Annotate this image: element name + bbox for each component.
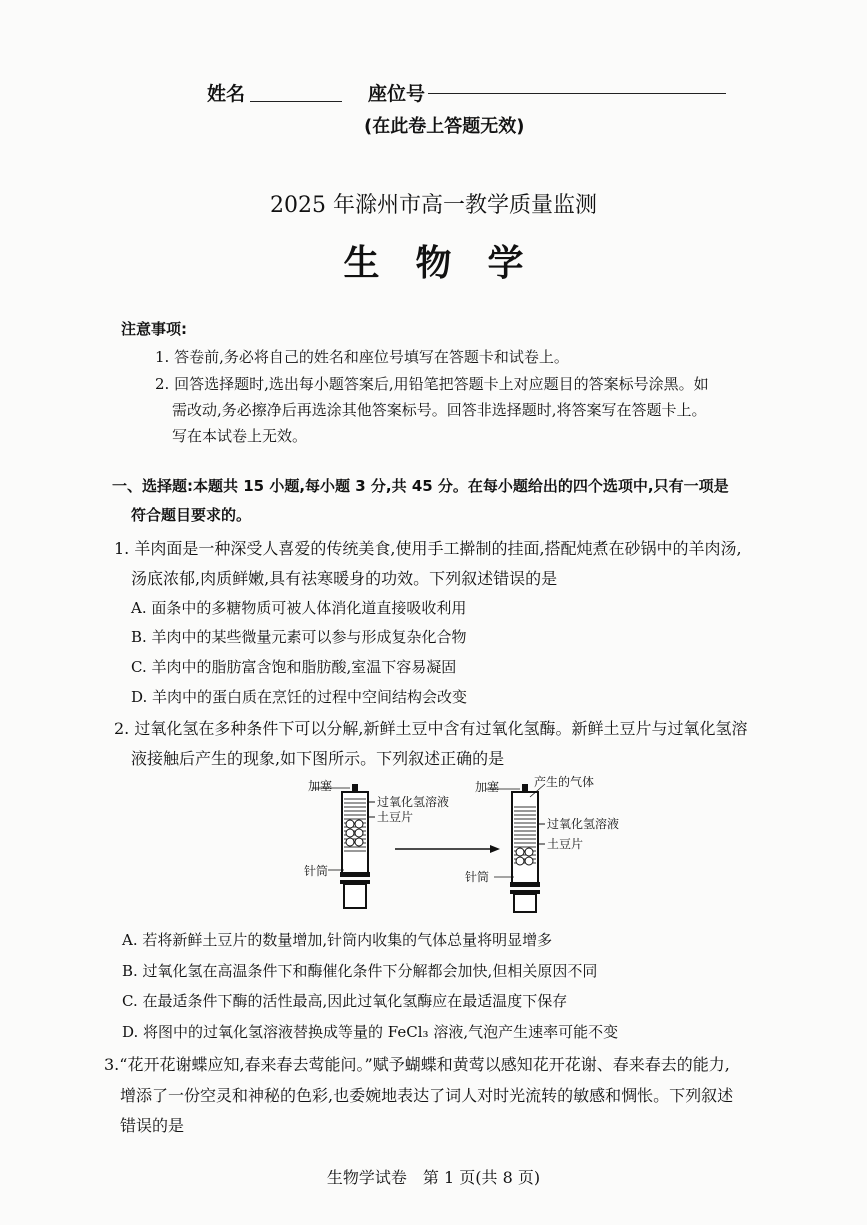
left-stopper-label: 加塞 bbox=[308, 779, 333, 793]
name-blank-line bbox=[250, 101, 342, 102]
notice-item: 写在本试卷上无效。 bbox=[172, 427, 308, 445]
notice-heading: 注意事项: bbox=[121, 320, 187, 338]
left-syringe-label: 针筒 bbox=[304, 864, 329, 878]
left-potato-label: 土豆片 bbox=[377, 810, 414, 824]
q2-stem-cont: 液接触后产生的现象,如下图所示。下列叙述正确的是 bbox=[131, 749, 505, 768]
notice-item: 2. 回答选择题时,选出每小题答案后,用铅笔把答题卡上对应题目的答案标号涂黑。如 bbox=[155, 375, 709, 393]
name-label: 姓名 bbox=[207, 83, 246, 105]
q1-stem: 1. 羊肉面是一种深受人喜爱的传统美食,使用手工擀制的挂面,搭配炖煮在砂锅中的羊肉汤, bbox=[114, 539, 742, 558]
q2-option-d: D. 将图中的过氧化氢溶液替换成等量的 FeCl₃ 溶液,气泡产生速率可能不变 bbox=[122, 1023, 619, 1041]
q2-option-b: B. 过氧化氢在高温条件下和酶催化条件下分解都会加快,但相关原因不同 bbox=[122, 962, 598, 980]
q1-option-b: B. 羊肉中的某些微量元素可以参与形成复杂化合物 bbox=[131, 628, 467, 646]
q3-stem: 3.“花开花谢蝶应知,春来春去莺能问。”赋予蝴蝶和黄莺以感知花开花谢、春来春去的能力, bbox=[104, 1055, 730, 1074]
q1-option-a: A. 面条中的多糖物质可被人体消化道直接吸收利用 bbox=[131, 599, 467, 617]
q1-option-c: C. 羊肉中的脂肪富含饱和脂肪酸,室温下容易凝固 bbox=[131, 658, 457, 676]
right-syringe-label: 针筒 bbox=[465, 870, 490, 884]
left-solution-label: 过氧化氢溶液 bbox=[377, 795, 450, 809]
q3-stem-cont: 错误的是 bbox=[120, 1116, 185, 1135]
seat-blank-line bbox=[428, 93, 726, 94]
invalid-note: (在此卷上答题无效) bbox=[364, 116, 525, 137]
syringe-figure bbox=[300, 772, 660, 922]
q1-option-d: D. 羊肉中的蛋白质在烹饪的过程中空间结构会改变 bbox=[131, 688, 468, 706]
q2-stem: 2. 过氧化氢在多种条件下可以分解,新鲜土豆中含有过氧化氢酶。新鲜土豆片与过氧化氢溶 bbox=[114, 719, 748, 738]
section-heading-cont: 符合题目要求的。 bbox=[131, 506, 252, 524]
q2-option-c: C. 在最适条件下酶的活性最高,因此过氧化氢酶应在最适温度下保存 bbox=[122, 992, 568, 1010]
right-solution-label: 过氧化氢溶液 bbox=[547, 817, 620, 831]
exam-title: 2025 年滁州市高一教学质量监测 bbox=[270, 193, 597, 218]
right-potato-label: 土豆片 bbox=[547, 837, 584, 851]
q1-stem-cont: 汤底浓郁,肉质鲜嫩,具有祛寒暖身的功效。下列叙述错误的是 bbox=[131, 569, 558, 588]
q3-stem-cont: 增添了一份空灵和神秘的色彩,也委婉地表达了词人对时光流转的敏感和惆怅。下列叙述 bbox=[120, 1086, 734, 1105]
seat-label: 座位号 bbox=[368, 83, 426, 105]
right-gas-label: 产生的气体 bbox=[534, 775, 595, 789]
page-footer: 生物学试卷 第 1 页(共 8 页) bbox=[326, 1168, 541, 1187]
subject-title: 生 物 学 bbox=[343, 243, 524, 284]
notice-item: 1. 答卷前,务必将自己的姓名和座位号填写在答题卡和试卷上。 bbox=[155, 348, 569, 366]
notice-item: 需改动,务必擦净后再选涂其他答案标号。回答非选择题时,将答案写在答题卡上。 bbox=[172, 401, 707, 419]
q2-option-a: A. 若将新鲜土豆片的数量增加,针筒内收集的气体总量将明显增多 bbox=[122, 931, 553, 949]
right-stopper-label: 加塞 bbox=[475, 780, 500, 794]
left-syringe bbox=[312, 784, 375, 908]
right-arrow-icon bbox=[395, 845, 500, 853]
section-heading: 一、选择题:本题共 15 小题,每小题 3 分,共 45 分。在每小题给出的四个选项中,只有一项是 bbox=[112, 477, 729, 495]
